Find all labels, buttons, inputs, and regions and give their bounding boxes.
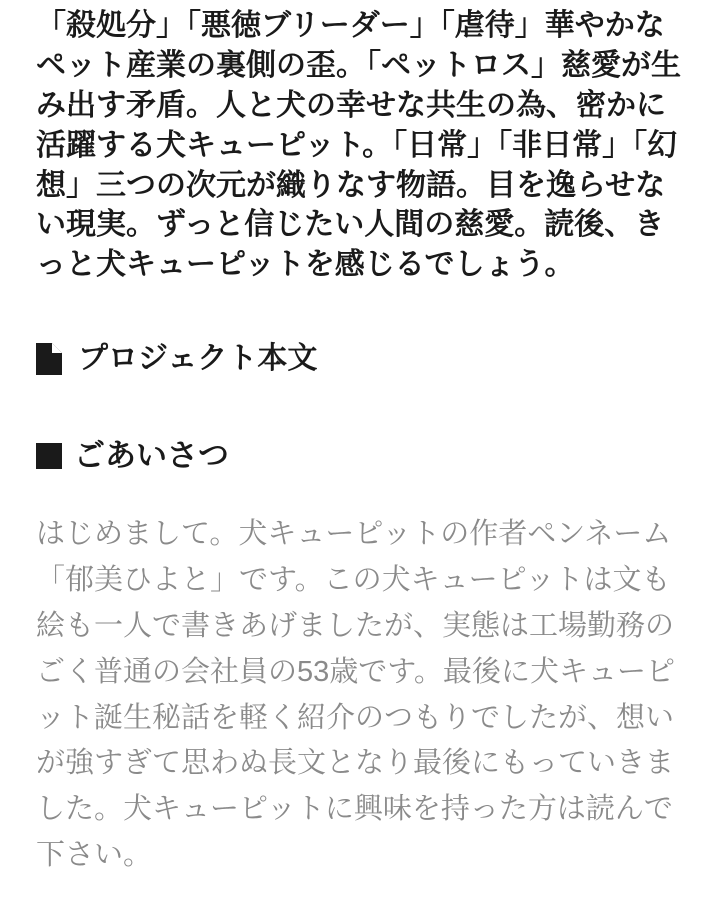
greeting-body-paragraph: はじめまして。犬キューピットの作者ペンネーム「郁美ひよと」です。この犬キューピットは文も絵も一人で書きあげましたが、実態は工場勤務のごく普通の会社員の53歳です。最後に犬キューピット誕生秘話を軽く紹介のつもりでしたが、想いが強すぎて思わぬ長文となり最後にもっていきました。犬キューピットに興味を持った方は読んで下さい。: [36, 518, 675, 872]
filled-square-icon: [36, 443, 62, 469]
project-body-heading: [36, 341, 684, 377]
greeting-heading: [36, 437, 684, 474]
lead-paragraph: 「殺処分」「悪徳ブリーダー」「虐待」華やかなペット産業の裏側の歪。「ペットロス」慈愛が生み出す矛盾。人と犬の幸せな共生の為、密かに活躍する犬キューピット。「日常」「非日常」「幻想」三つの次元が織りなす物語。目を逸らせない現実。ずっと信じたい人間の慈愛。読後、きっと犬キューピットを感じるでしょう。: [36, 9, 681, 282]
project-body-heading-label: プロジェクト本文: [78, 342, 318, 376]
greeting-heading-label: ごあいさつ: [74, 438, 229, 474]
document-icon: [36, 343, 62, 375]
